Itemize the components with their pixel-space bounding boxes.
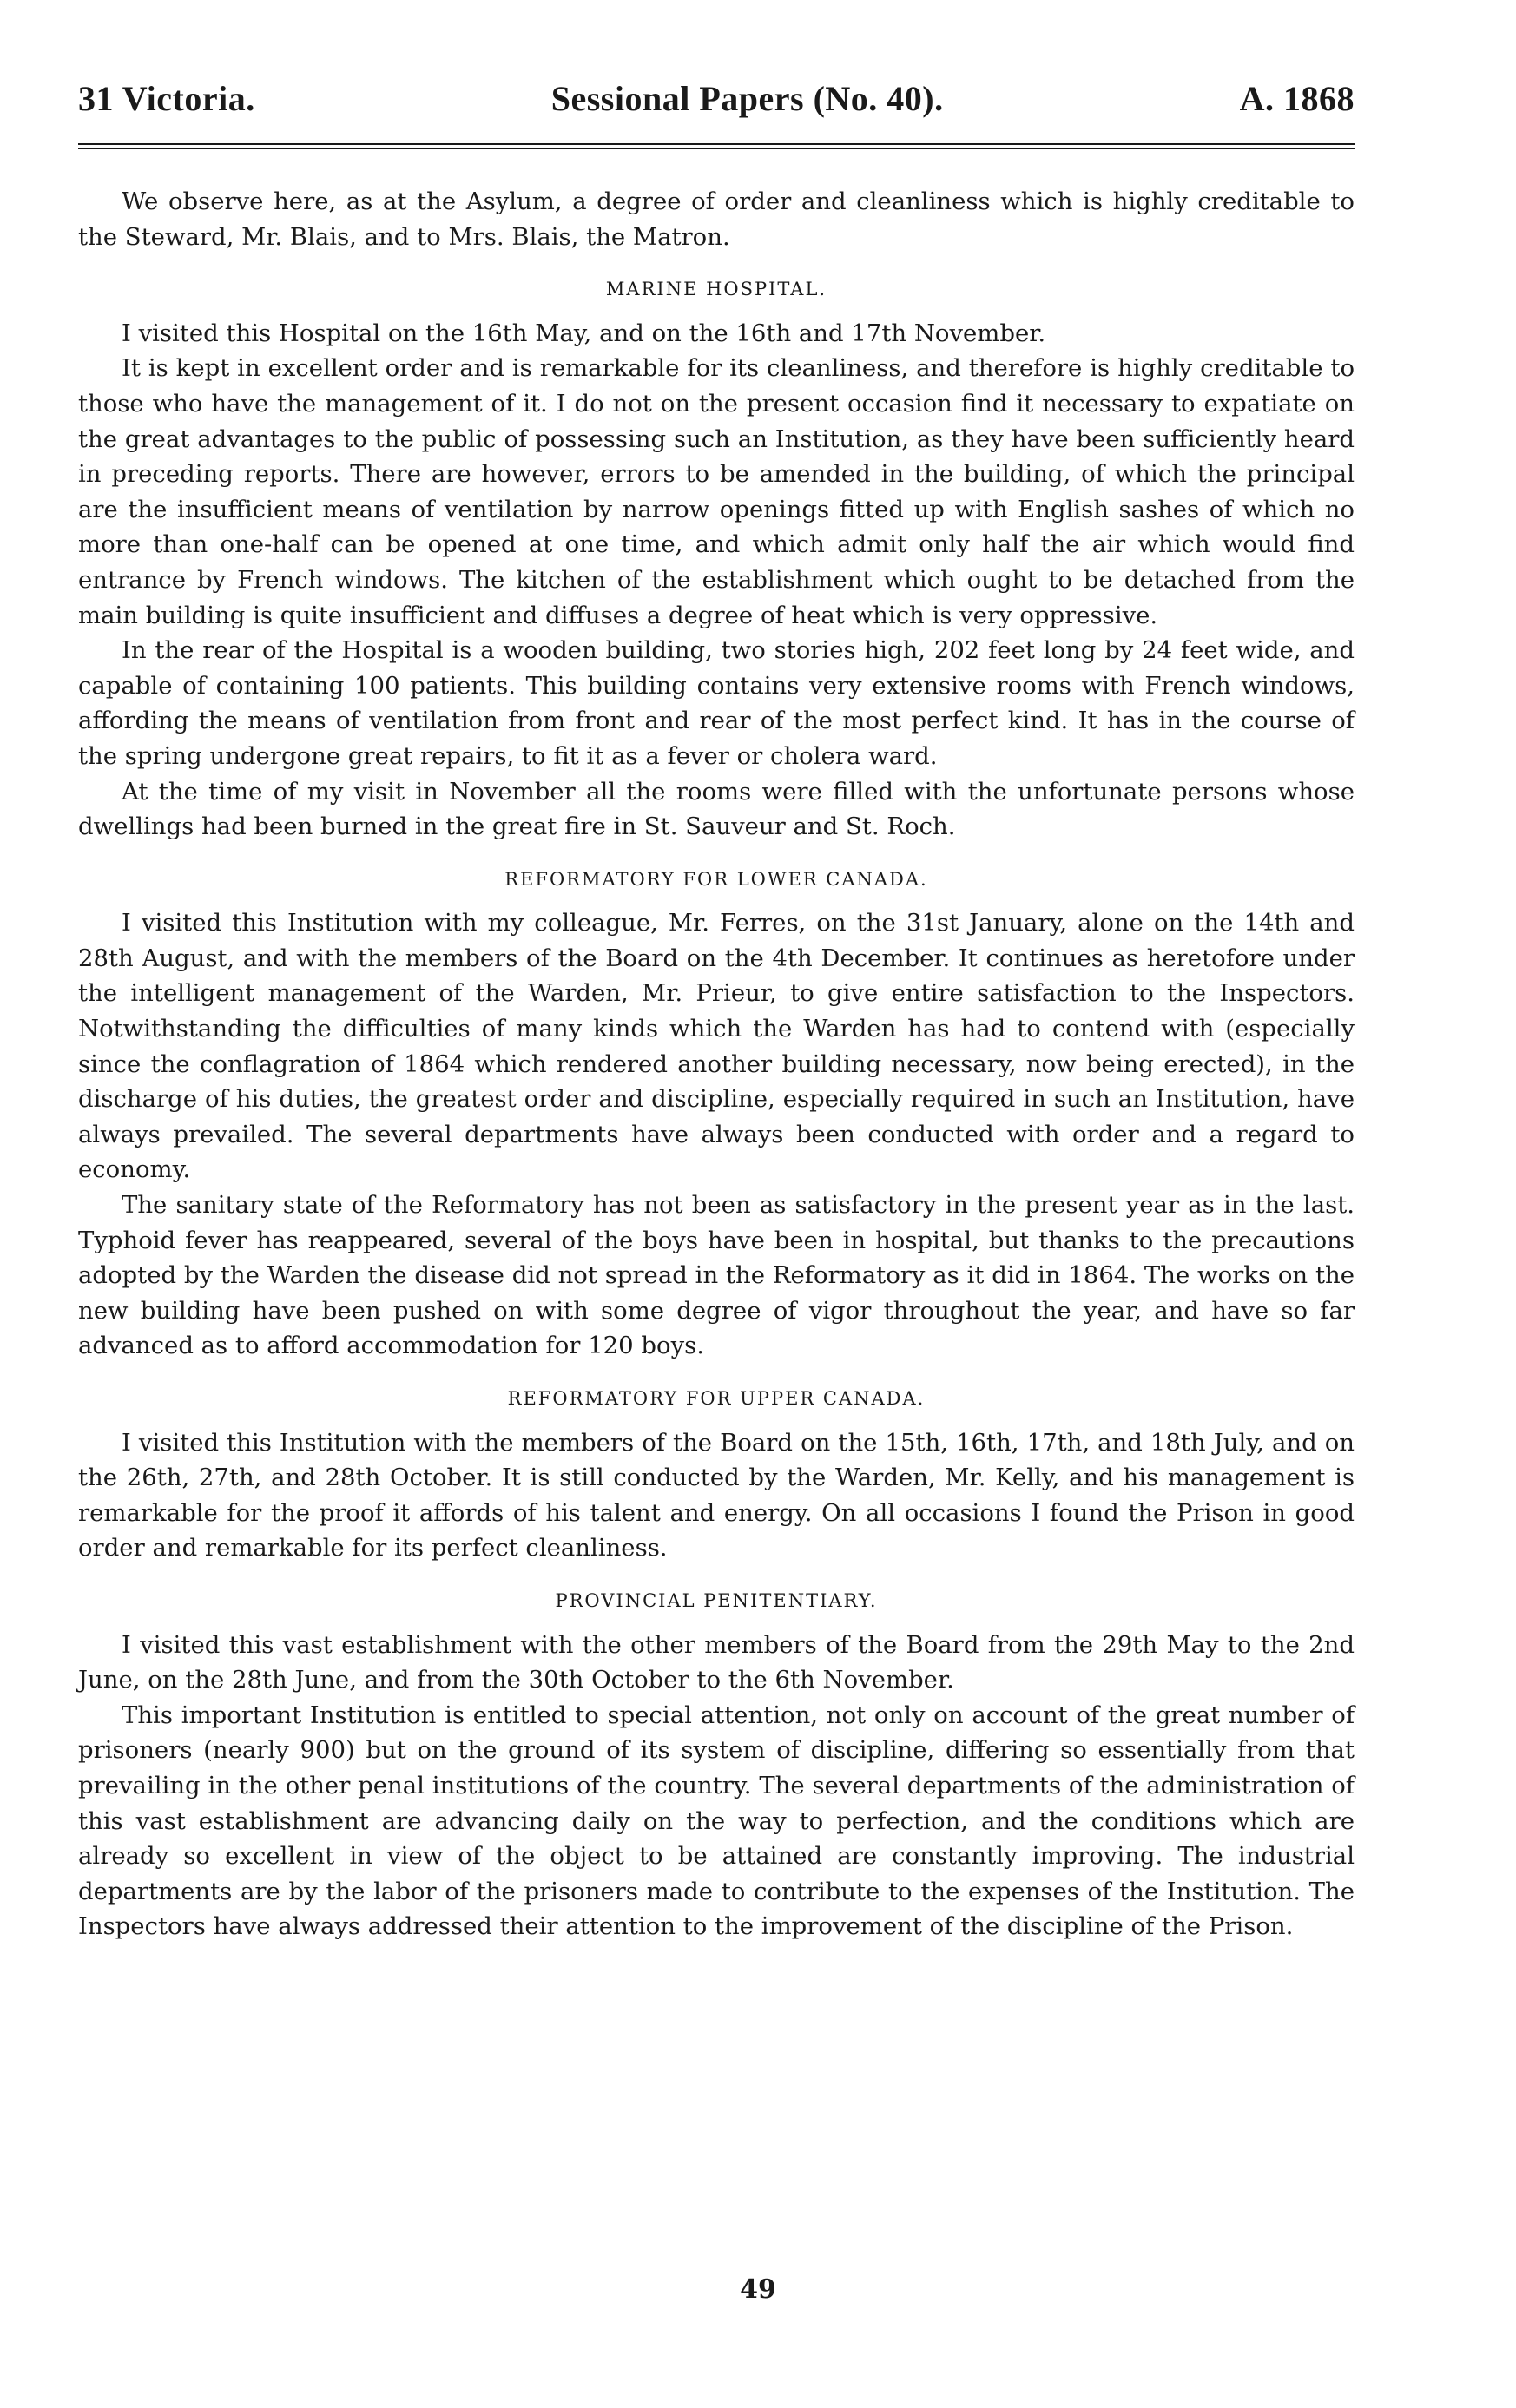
paragraph: This important Institution is entitled to special attention, not only on account of the great number of prisoners (nearly 900) but on the ground of its system of discipline, differing so essentially from that prevailing in the other penal institutions of the country. The several departments of the administration of this vast establishment are advancing daily on the way to perfection, and the conditions which are already so excellent in view of the object to be attained are constantly improving. The industrial departments are by the labor of the prisoners made to contribute to the expenses of the Institution. The Inspectors have always addressed their attention to the improvement of the discipline of the Prison. <box>78 1701 1355 1941</box>
header-left: 31 Victoria. <box>78 79 255 118</box>
section-heading: REFORMATORY FOR UPPER CANADA. <box>507 1388 926 1409</box>
section-provincial-penitentiary <box>78 1583 1355 1944</box>
paragraph: I visited this Hospital on the 16th May, and on the 16th and 17th November. <box>122 319 1046 347</box>
document-page <box>78 78 1355 1944</box>
section-reformatory-upper-canada <box>78 1381 1355 1566</box>
paragraph: The sanitary state of the Reformatory has not been as satisfactory in the present year as in the last. Typhoid fever has reappeared, several of the boys have been in hospital, but thanks to the precautions adopted by the Warden the disease did not spread in the Reformatory as it did in 1864. The works on the new building have been pushed on with some degree of vigor throughout the year, and have so far advanced as to afford accommodation for 120 boys. <box>78 1191 1355 1360</box>
paragraph: I visited this Institution with my colleague, Mr. Ferres, on the 31st January, alone on the 14th and 28th August, and with the members of the Board on the 4th December. It continues as heretofore under the intelligent management of the Warden, Mr. Prieur, to give entire satisfaction to the Inspectors. Notwithstanding the difficulties of many kinds which the Warden has had to contend with (especially since the conflagration of 1864 which rendered another building necessary, now being erected), in the discharge of his duties, the greatest order and discipline, especially required in such an Institution, have always prevailed. The several departments have always been conducted with order and a regard to economy. <box>78 909 1355 1184</box>
section-heading: REFORMATORY FOR LOWER CANADA. <box>504 868 928 890</box>
document-body <box>78 184 1355 1944</box>
header-center: Sessional Papers (No. 40). <box>550 79 944 118</box>
paragraph: In the rear of the Hospital is a wooden building, two stories high, 202 feet long by 24 feet wide, and capable of containing 100 patients. This building contains very extensive rooms with French windows, affording the means of ventilation from front and rear of the most perfect kind. It has in the course of the spring undergone great repairs, to fit it as a fever or cholera ward. <box>78 636 1355 770</box>
paragraph: At the time of my visit in November all the rooms were filled with the unfortunate persons whose dwellings had been burned in the great fire in St. Sauveur and St. Roch. <box>78 777 1355 841</box>
header-right: A. 1868 <box>1239 79 1355 118</box>
paragraph: It is kept in excellent order and is remarkable for its cleanliness, and therefore is highly creditable to those who have the management of it. I do not on the present occasion find it necessary to expatiate on the great advantages to the public of possessing such an Institution, as they have been sufficiently heard in preceding reports. There are however, errors to be amended in the building, of which the principal are the insufficient means of ventilation by narrow openings fitted up with English sashes of which no more than one-half can be opened at one time, and which admit only half the air which would find entrance by French windows. The kitchen of the establishment which ought to be detached from the main building is quite insufficient and diffuses a degree of heat which is very oppressive. <box>78 354 1355 629</box>
header-rule <box>78 143 1355 149</box>
page-header <box>78 78 1355 119</box>
intro-paragraph: We observe here, as at the Asylum, a degree of order and cleanliness which is highly creditable to the Steward, Mr. Blais, and to Mrs. Blais, the Matron. <box>78 188 1355 251</box>
page-number: 49 <box>740 2274 776 2305</box>
paragraph: I visited this Institution with the members of the Board on the 15th, 16th, 17th, and 18th July, and on the 26th, 27th, and 28th October. It is still conducted by the Warden, Mr. Kelly, and his management is remarkable for the proof it affords of his talent and energy. On all occasions I found the Prison in good order and remarkable for its perfect cleanliness. <box>78 1428 1355 1563</box>
section-marine-hospital <box>78 272 1355 845</box>
section-heading: MARINE HOSPITAL. <box>605 279 827 300</box>
section-reformatory-lower-canada <box>78 862 1355 1364</box>
paragraph: I visited this vast establishment with the other members of the Board from the 29th May to the 2nd June, on the 28th June, and from the 30th October to the 6th November. <box>78 1630 1355 1694</box>
section-heading: PROVINCIAL PENITENTIARY. <box>555 1589 878 1611</box>
